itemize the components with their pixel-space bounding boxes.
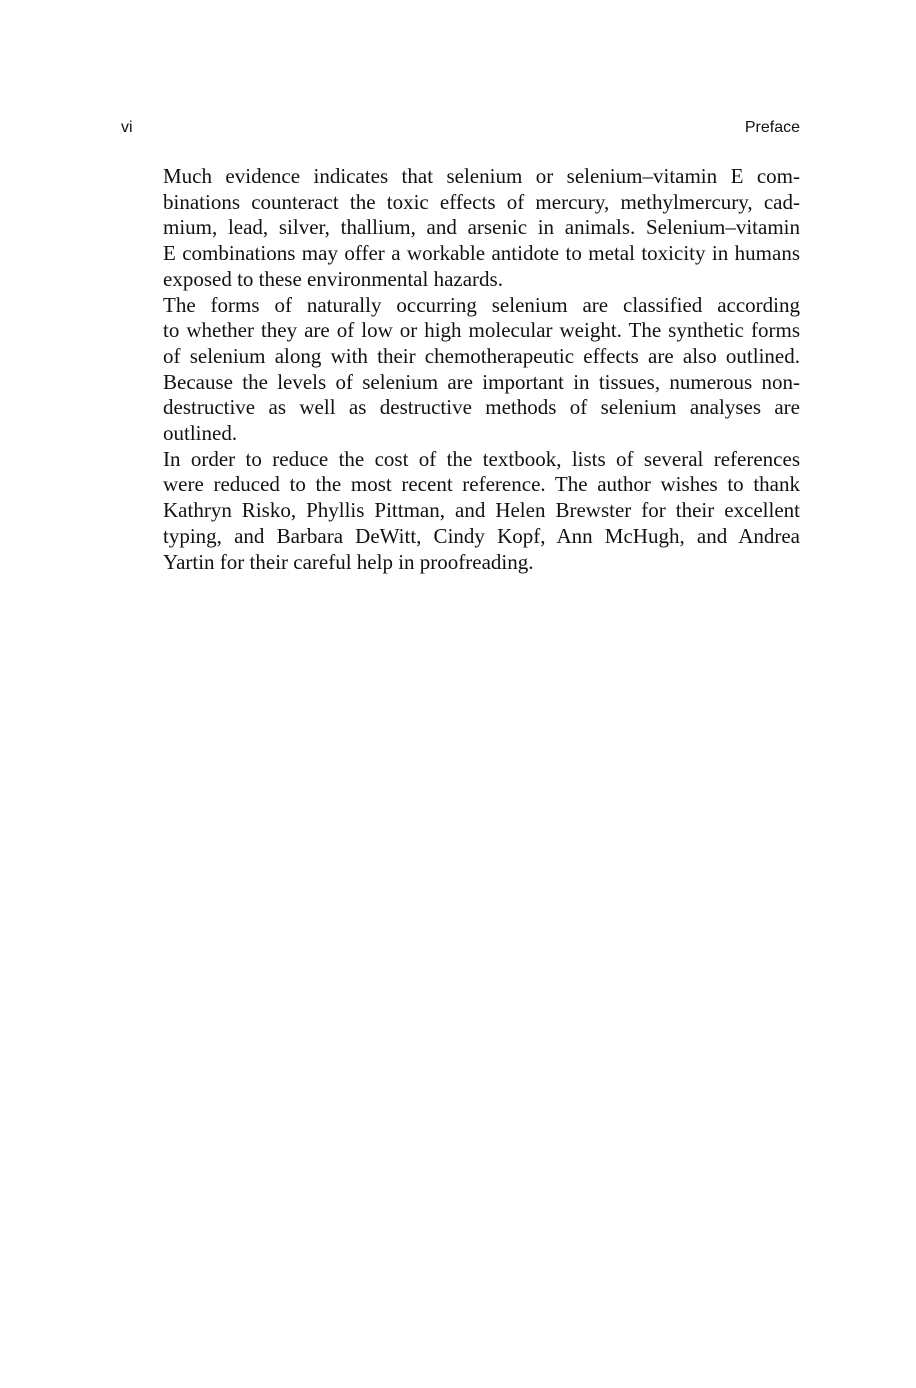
text-line: of selenium along with their chemotherapeutic effects are also outlined. xyxy=(163,343,800,368)
running-head: Preface xyxy=(744,119,800,136)
paragraph-1 xyxy=(121,164,800,293)
page-number: vi xyxy=(121,119,133,136)
body-text xyxy=(121,164,800,575)
text-line: The forms of naturally occurring selenium are classified according xyxy=(163,292,800,317)
text-line: to whether they are of low or high molecular weight. The synthetic forms xyxy=(163,318,800,343)
text-line: typing, and Barbara DeWitt, Cindy Kopf, Ann McHugh, and Andrea xyxy=(163,523,800,548)
text-line: Kathryn Risko, Phyllis Pittman, and Helen Brewster for their excellent xyxy=(163,498,800,523)
text-line: were reduced to the most recent reference. The author wishes to thank xyxy=(163,472,800,497)
text-line: exposed to these environmental hazards. xyxy=(163,266,503,291)
paragraph-3 xyxy=(121,447,800,576)
text-line: binations counteract the toxic effects of mercury, methylmercury, cad- xyxy=(163,189,800,214)
text-line: Because the levels of selenium are important in tissues, numerous non- xyxy=(163,369,800,394)
page-header xyxy=(121,117,800,139)
text-line: In order to reduce the cost of the textbook, lists of several references xyxy=(163,446,800,471)
text-line: mium, lead, silver, thallium, and arsenic in animals. Selenium–vitamin xyxy=(163,215,800,240)
paragraph-2 xyxy=(121,293,800,447)
text-line: outlined. xyxy=(163,421,238,446)
text-line: destructive as well as destructive methods of selenium analyses are xyxy=(163,395,800,420)
text-line: Much evidence indicates that selenium or selenium–vitamin E com- xyxy=(163,164,800,188)
text-line: Yartin for their careful help in proofreading. xyxy=(163,549,534,574)
text-line: E combinations may offer a workable antidote to metal toxicity in humans xyxy=(163,241,800,266)
